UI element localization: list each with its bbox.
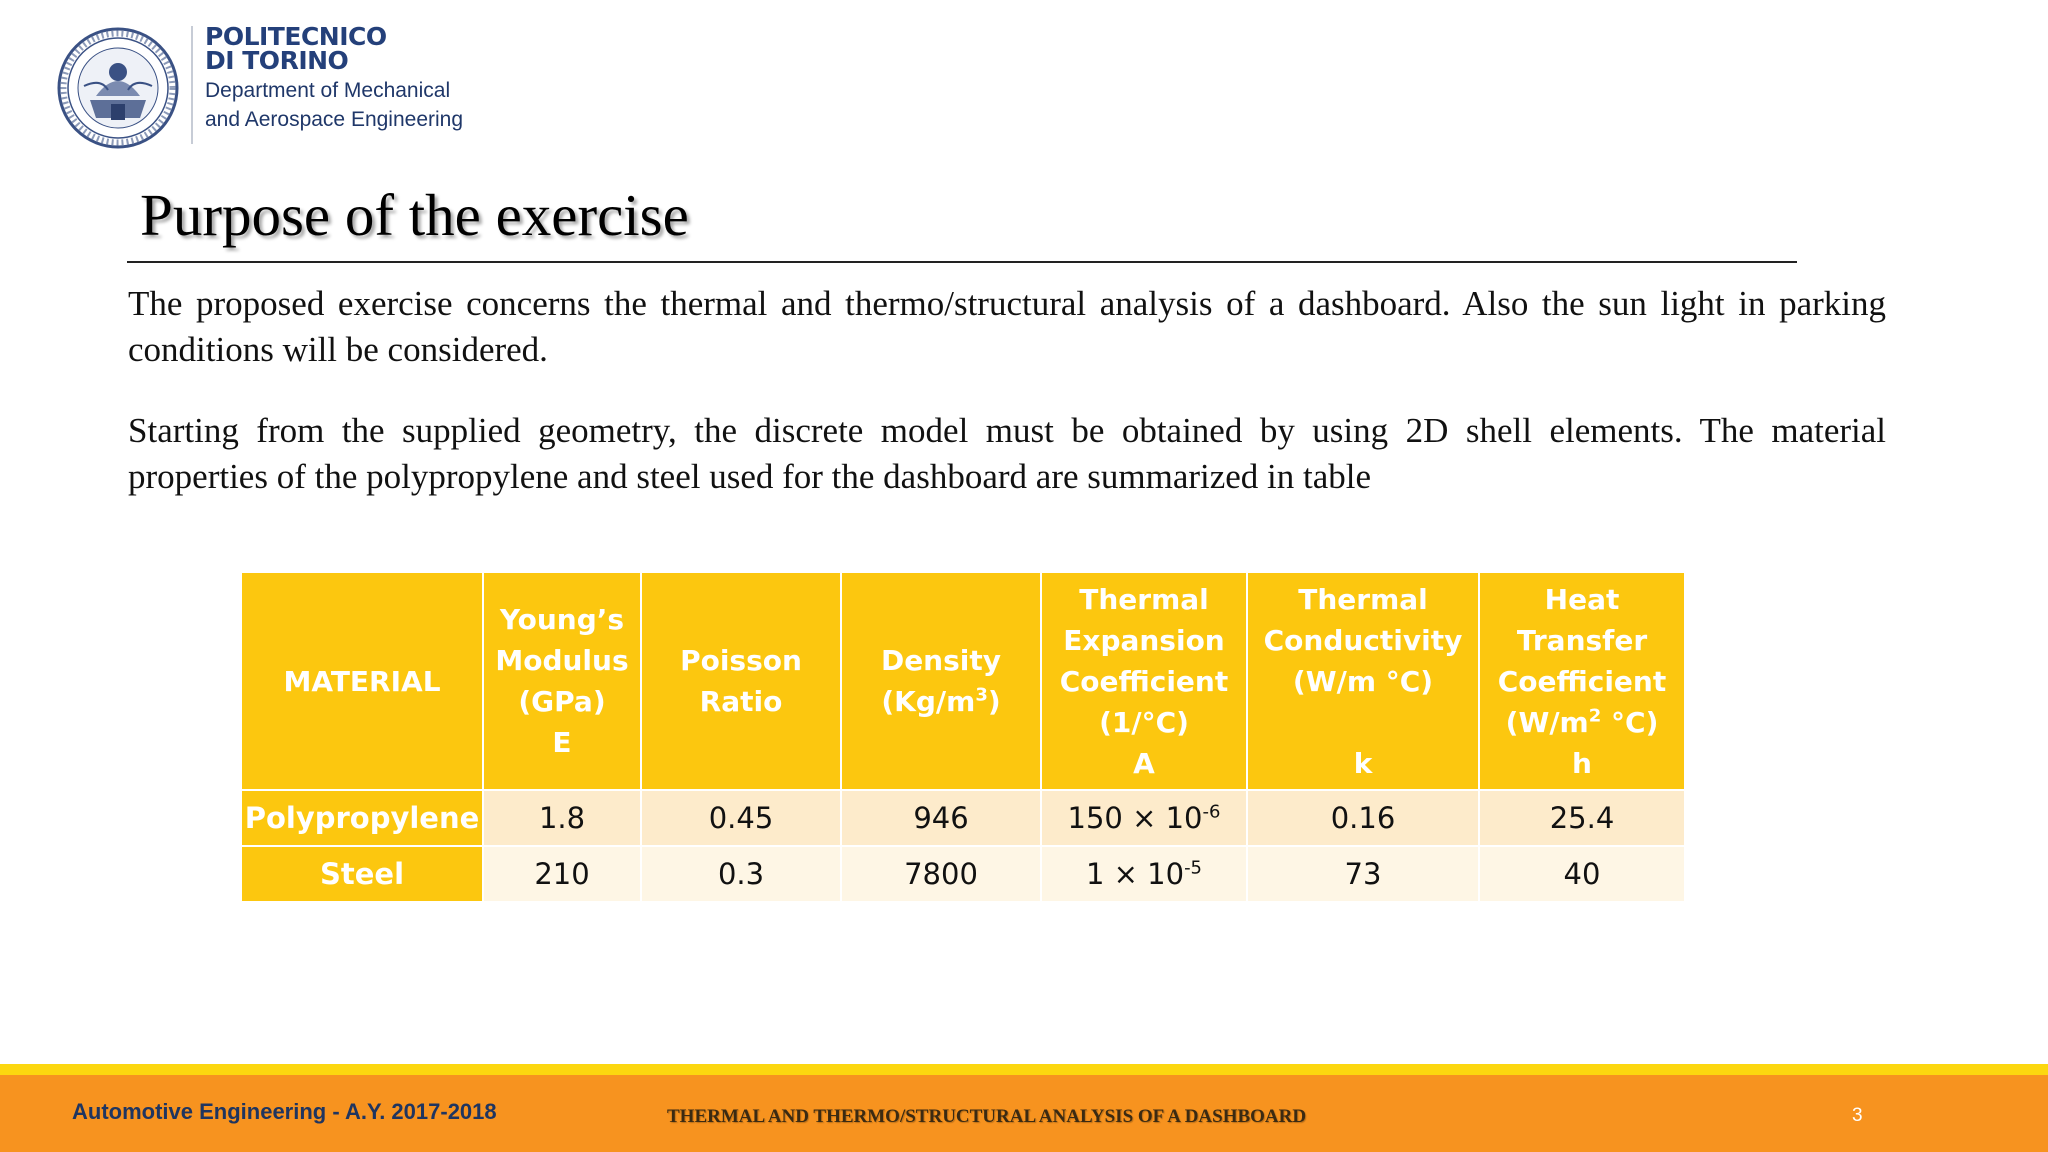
header-line: Coefficient bbox=[1497, 664, 1667, 698]
header-thermal-conductivity bbox=[1247, 572, 1479, 790]
politecnico-seal-icon bbox=[56, 26, 180, 150]
header-unit bbox=[1480, 702, 1684, 743]
material-properties-table bbox=[240, 571, 1686, 903]
header-material bbox=[241, 572, 483, 790]
department-line2: and Aerospace Engineering bbox=[205, 108, 464, 131]
institution-name bbox=[205, 22, 387, 75]
header-line: Coefficient bbox=[1059, 664, 1229, 698]
header-line: (GPa) bbox=[518, 685, 606, 718]
cell-young: 210 bbox=[483, 846, 641, 902]
department-name bbox=[205, 76, 463, 134]
logo-divider bbox=[191, 26, 193, 144]
expansion-exponent: -6 bbox=[1202, 801, 1221, 823]
header-line: Density bbox=[880, 644, 1002, 677]
header-line: MATERIAL bbox=[283, 664, 441, 698]
title-underline bbox=[127, 261, 1797, 263]
header-thermal-expansion bbox=[1041, 572, 1247, 790]
cell-htc: 40 bbox=[1479, 846, 1685, 902]
slide-title: Purpose of the exercise bbox=[140, 182, 689, 248]
table-row bbox=[241, 846, 1685, 902]
header-line: Poisson bbox=[680, 644, 802, 677]
header-youngs-modulus bbox=[483, 572, 641, 790]
header-symbol: k bbox=[1353, 746, 1373, 780]
cell-htc: 25.4 bbox=[1479, 790, 1685, 846]
header-symbol: A bbox=[1133, 746, 1155, 780]
cell-material: Polypropylene bbox=[241, 790, 483, 846]
cell-conductivity: 73 bbox=[1247, 846, 1479, 902]
cell-poisson: 0.3 bbox=[641, 846, 841, 902]
header-unit bbox=[842, 681, 1040, 722]
table-row bbox=[241, 790, 1685, 846]
footer-stripe bbox=[0, 1064, 2048, 1075]
footer-bar bbox=[0, 1075, 2048, 1152]
header-heat-transfer bbox=[1479, 572, 1685, 790]
cell-young: 1.8 bbox=[483, 790, 641, 846]
header-line: Conductivity bbox=[1263, 623, 1463, 657]
expansion-exponent: -5 bbox=[1184, 857, 1203, 879]
department-line1: Department of Mechanical bbox=[205, 79, 451, 102]
cell-poisson: 0.45 bbox=[641, 790, 841, 846]
cell-material: Steel bbox=[241, 846, 483, 902]
header-symbol: E bbox=[552, 726, 572, 759]
footer-title: THERMAL AND THERMO/STRUCTURAL ANALYSIS OF A DASHBOARD bbox=[667, 1106, 1307, 1127]
table-header-row bbox=[241, 572, 1685, 790]
header-line: Transfer bbox=[1516, 623, 1648, 657]
header-poisson-ratio bbox=[641, 572, 841, 790]
unit-superscript: 2 bbox=[1588, 705, 1602, 727]
header-line: Modulus bbox=[495, 644, 629, 677]
header-line: (W/m °C) bbox=[1292, 664, 1434, 698]
header-line: (1/°C) bbox=[1099, 705, 1189, 739]
expansion-base: 150 × 10 bbox=[1067, 801, 1203, 835]
unit-base: (W/m bbox=[1505, 705, 1589, 739]
header-line: Heat bbox=[1544, 582, 1620, 616]
institution-name-line2: DI TORINO bbox=[205, 46, 349, 75]
unit-end: ) bbox=[987, 685, 1001, 718]
header-density bbox=[841, 572, 1041, 790]
unit-end: °C) bbox=[1601, 705, 1659, 739]
expansion-base: 1 × 10 bbox=[1085, 857, 1185, 891]
cell-expansion bbox=[1041, 846, 1247, 902]
cell-density: 7800 bbox=[841, 846, 1041, 902]
paragraph-model: Starting from the supplied geometry, the discrete model must be obtained by using 2D shell elements. The material properties of the polypropylene and steel used for the dashboard are summarized in table bbox=[128, 411, 1886, 496]
cell-density: 946 bbox=[841, 790, 1041, 846]
cell-expansion bbox=[1041, 790, 1247, 846]
institution-name-line1: POLITECNICO bbox=[205, 22, 387, 51]
header-symbol: h bbox=[1572, 746, 1592, 780]
header-line: Thermal bbox=[1298, 582, 1428, 616]
header-line: Ratio bbox=[699, 685, 783, 718]
unit-superscript: 3 bbox=[975, 684, 988, 706]
paragraph-intro: The proposed exercise concerns the thermal and thermo/structural analysis of a dashboard. Also the sun light in parking conditions will be considered. bbox=[128, 284, 1886, 369]
header-spacer bbox=[1248, 702, 1478, 743]
footer-course: Automotive Engineering - A.Y. 2017-2018 bbox=[72, 1099, 497, 1124]
header-line: Young’s bbox=[499, 603, 625, 636]
unit-base: (Kg/m bbox=[881, 685, 976, 718]
header-line: Thermal bbox=[1079, 582, 1209, 616]
page-number: 3 bbox=[1852, 1105, 1863, 1126]
header-line: Expansion bbox=[1063, 623, 1225, 657]
cell-conductivity: 0.16 bbox=[1247, 790, 1479, 846]
